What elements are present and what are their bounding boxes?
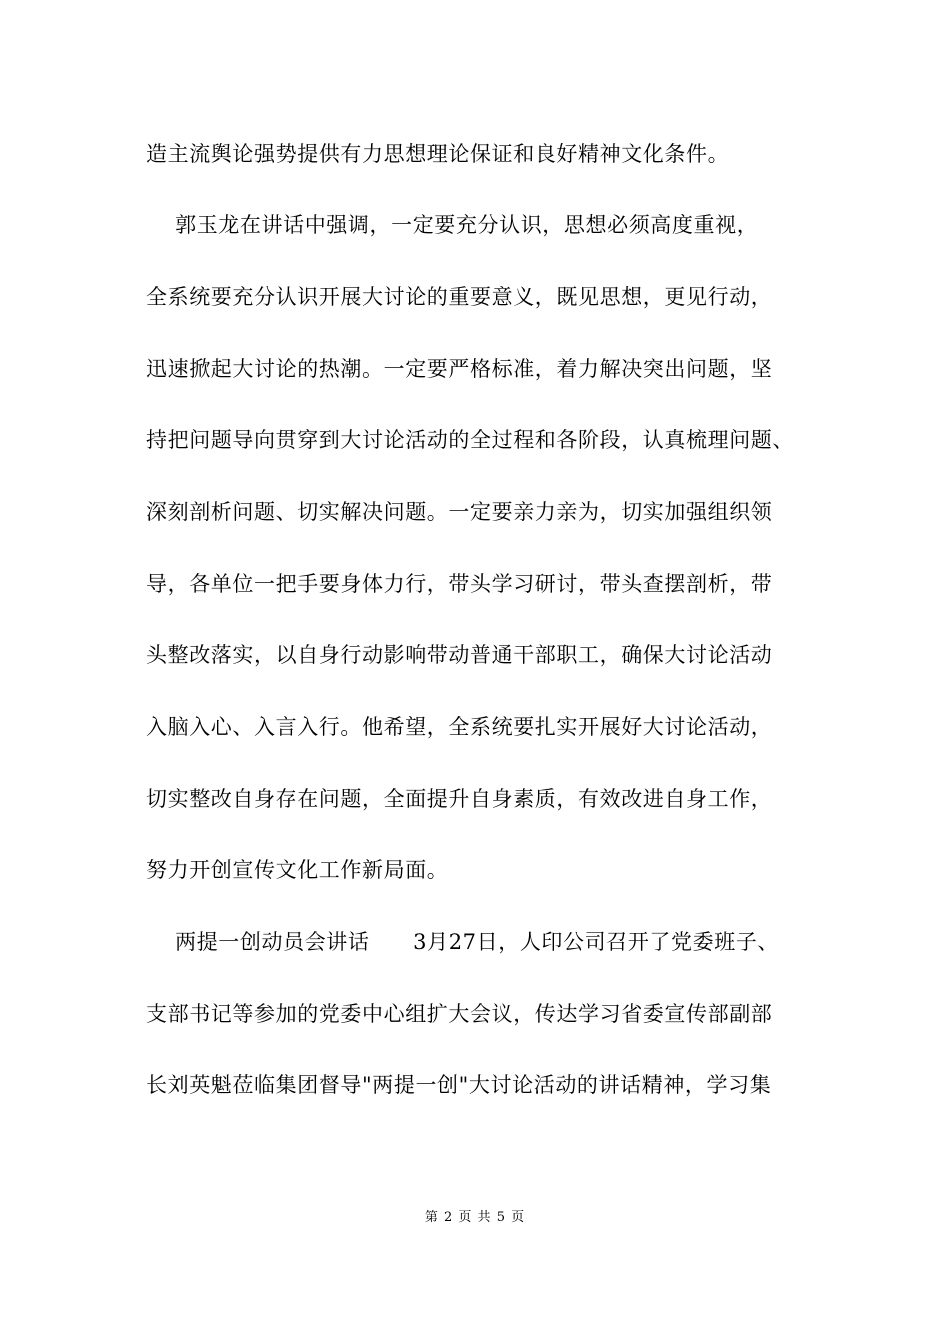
text-line: 头整改落实，以自身行动影响带动普通干部职工，确保大讨论活动: [146, 643, 773, 667]
page-number-footer: 第 2 页 共 5 页: [424, 1210, 526, 1225]
text-line: 长刘英魁莅临集团督导"两提一创"大讨论活动的讲话精神，学习集: [146, 1073, 772, 1097]
text-line: 努力开创宣传文化工作新局面。: [146, 858, 449, 882]
text-line: 迅速掀起大讨论的热潮。一定要严格标准，着力解决突出问题，坚: [146, 357, 773, 381]
text-line: 郭玉龙在讲话中强调，一定要充分认识，思想必须高度重视，: [146, 213, 759, 237]
text-line: 深刻剖析问题、切实解决问题。一定要亲力亲为，切实加强组织领: [146, 500, 773, 524]
text-line: 全系统要充分认识开展大讨论的重要意义，既见思想，更见行动，: [146, 285, 773, 309]
text-line: 两提一创动员会讲话 3月27日，人印公司召开了党委班子、: [146, 930, 780, 954]
text-line: 持把问题导向贯穿到大讨论活动的全过程和各阶段，认真梳理问题、: [146, 428, 794, 452]
text-line: 导，各单位一把手要身体力行，带头学习研讨，带头查摆剖析，带: [146, 572, 773, 596]
text-line: 入脑入心、入言入行。他希望，全系统要扎实开展好大讨论活动，: [146, 715, 773, 739]
text-line: 造主流舆论强势提供有力思想理论保证和良好精神文化条件。: [146, 142, 730, 166]
text-line: 切实整改自身存在问题，全面提升自身素质，有效改进自身工作，: [146, 787, 773, 811]
text-line: 支部书记等参加的党委中心组扩大会议，传达学习省委宣传部副部: [146, 1002, 773, 1026]
